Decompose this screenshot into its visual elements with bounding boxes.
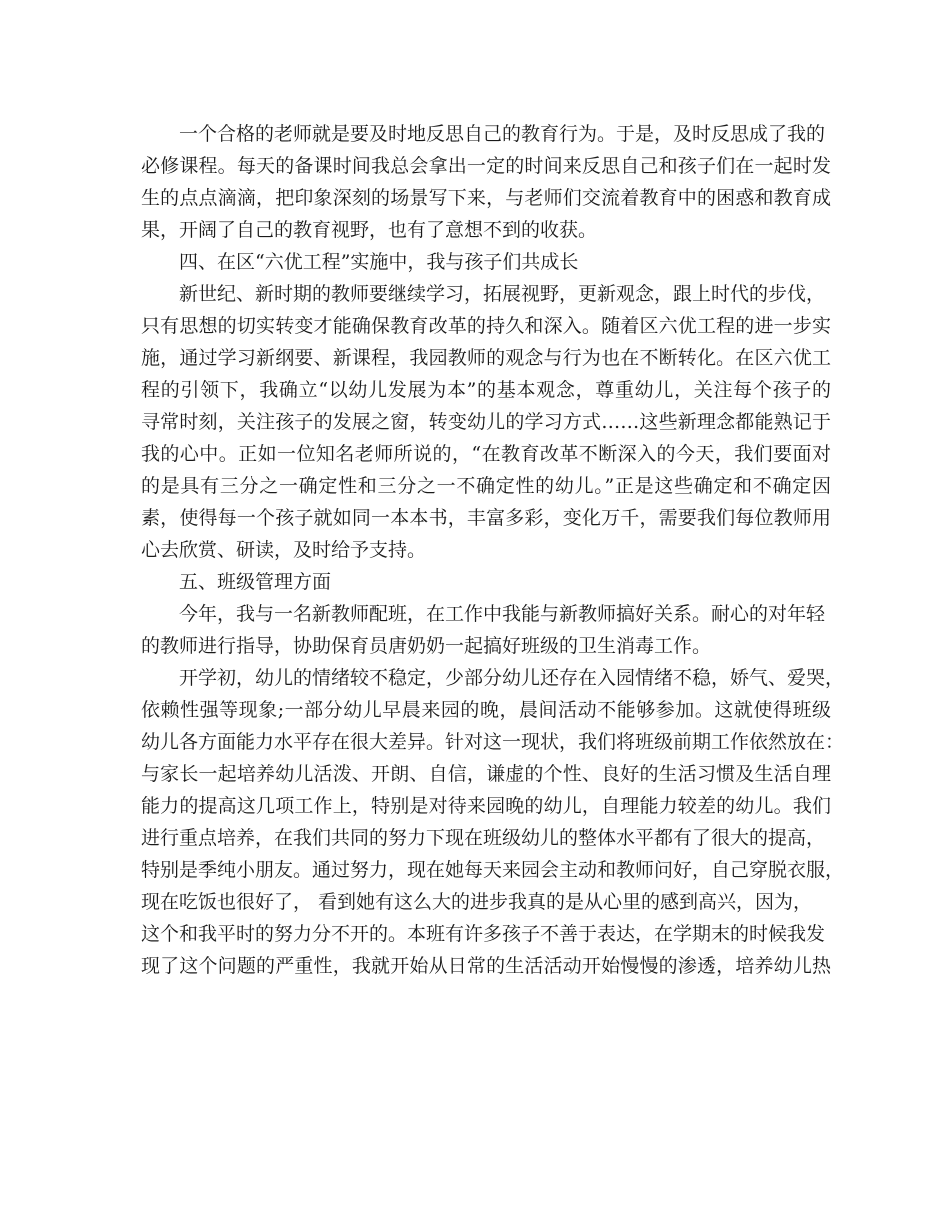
text-line: 进行重点培养，在我们共同的努力下现在班级幼儿的整体水平都有了很大的提高， xyxy=(141,827,826,849)
text-line: 一个合格的老师就是要及时地反思自己的教育行为。于是，及时反思成了我的 xyxy=(179,123,826,145)
text-line: 特别是季纯小朋友。通过努力，现在她每天来园会主动和教师问好，自己穿脱衣服， xyxy=(141,859,845,881)
text-line: 必修课程。每天的备课时间我总会拿出一定的时间来反思自己和孩子们在一起时发 xyxy=(141,155,831,177)
document-body xyxy=(141,118,845,982)
text-line: 今年，我与一名新教师配班，在工作中我能与新教师搞好关系。耐心的对年轻 xyxy=(179,603,826,625)
text-line: 这个和我平时的努力分不开的。本班有许多孩子不善于表达，在学期末的时候我发 xyxy=(141,923,826,945)
text-line: 幼儿各方面能力水平存在很大差异。针对这一现状，我们将班级前期工作依然放在： xyxy=(141,731,845,753)
text-line: 新世纪、新时期的教师要继续学习，拓展视野，更新观念，跟上时代的步伐， xyxy=(179,283,826,305)
text-line: 的是具有三分之一确定性和三分之一不确定性的幼儿。”正是这些确定和不确定因 xyxy=(141,475,831,497)
text-line: 的教师进行指导，协助保育员唐奶奶一起搞好班级的卫生消毒工作。 xyxy=(141,635,712,657)
section-heading: 四、在区“六优工程”实施中，我与孩子们共成长 xyxy=(179,251,579,273)
section-heading: 五、班级管理方面 xyxy=(179,571,332,593)
text-line: 现在吃饭也很好了， 看到她有这么大的进步我真的是从心里的感到高兴，因为， xyxy=(141,891,813,913)
text-line: 寻常时刻，关注孩子的发展之窗，转变幼儿的学习方式……这些新理念都能熟记于 xyxy=(141,411,831,433)
text-line: 施，通过学习新纲要、新课程，我园教师的观念与行为也在不断转化。在区六优工 xyxy=(141,347,831,369)
text-line: 程的引领下，我确立“以幼儿发展为本”的基本观念，尊重幼儿，关注每个孩子的 xyxy=(141,379,831,401)
text-line: 生的点点滴滴，把印象深刻的场景写下来，与老师们交流着教育中的困惑和教育成 xyxy=(141,187,831,209)
text-line: 我的心中。正如一位知名老师所说的，“在教育改革不断深入的今天，我们要面对 xyxy=(141,443,831,465)
text-line: 开学初，幼儿的情绪较不稳定，少部分幼儿还存在入园情绪不稳，娇气、爱哭， xyxy=(179,667,845,689)
text-line: 素，使得每一个孩子就如同一本本书，丰富多彩，变化万千，需要我们每位教师用 xyxy=(141,507,831,529)
text-line: 与家长一起培养幼儿活泼、开朗、自信，谦虚的个性、良好的生活习惯及生活自理 xyxy=(141,763,831,785)
text-line: 只有思想的切实转变才能确保教育改革的持久和深入。随着区六优工程的进一步实 xyxy=(141,315,831,337)
text-line: 能力的提高这几项工作上，特别是对待来园晚的幼儿，自理能力较差的幼儿。我们 xyxy=(141,795,831,817)
text-line: 依赖性强等现象;一部分幼儿早晨来园的晚，晨间活动不能够参加。这就使得班级 xyxy=(141,699,831,721)
text-line: 心去欣赏、研读，及时给予支持。 xyxy=(141,539,427,561)
text-line: 果，开阔了自己的教育视野，也有了意想不到的收获。 xyxy=(141,219,598,241)
text-line: 现了这个问题的严重性，我就开始从日常的生活活动开始慢慢的渗透，培养幼儿热 xyxy=(141,955,831,977)
